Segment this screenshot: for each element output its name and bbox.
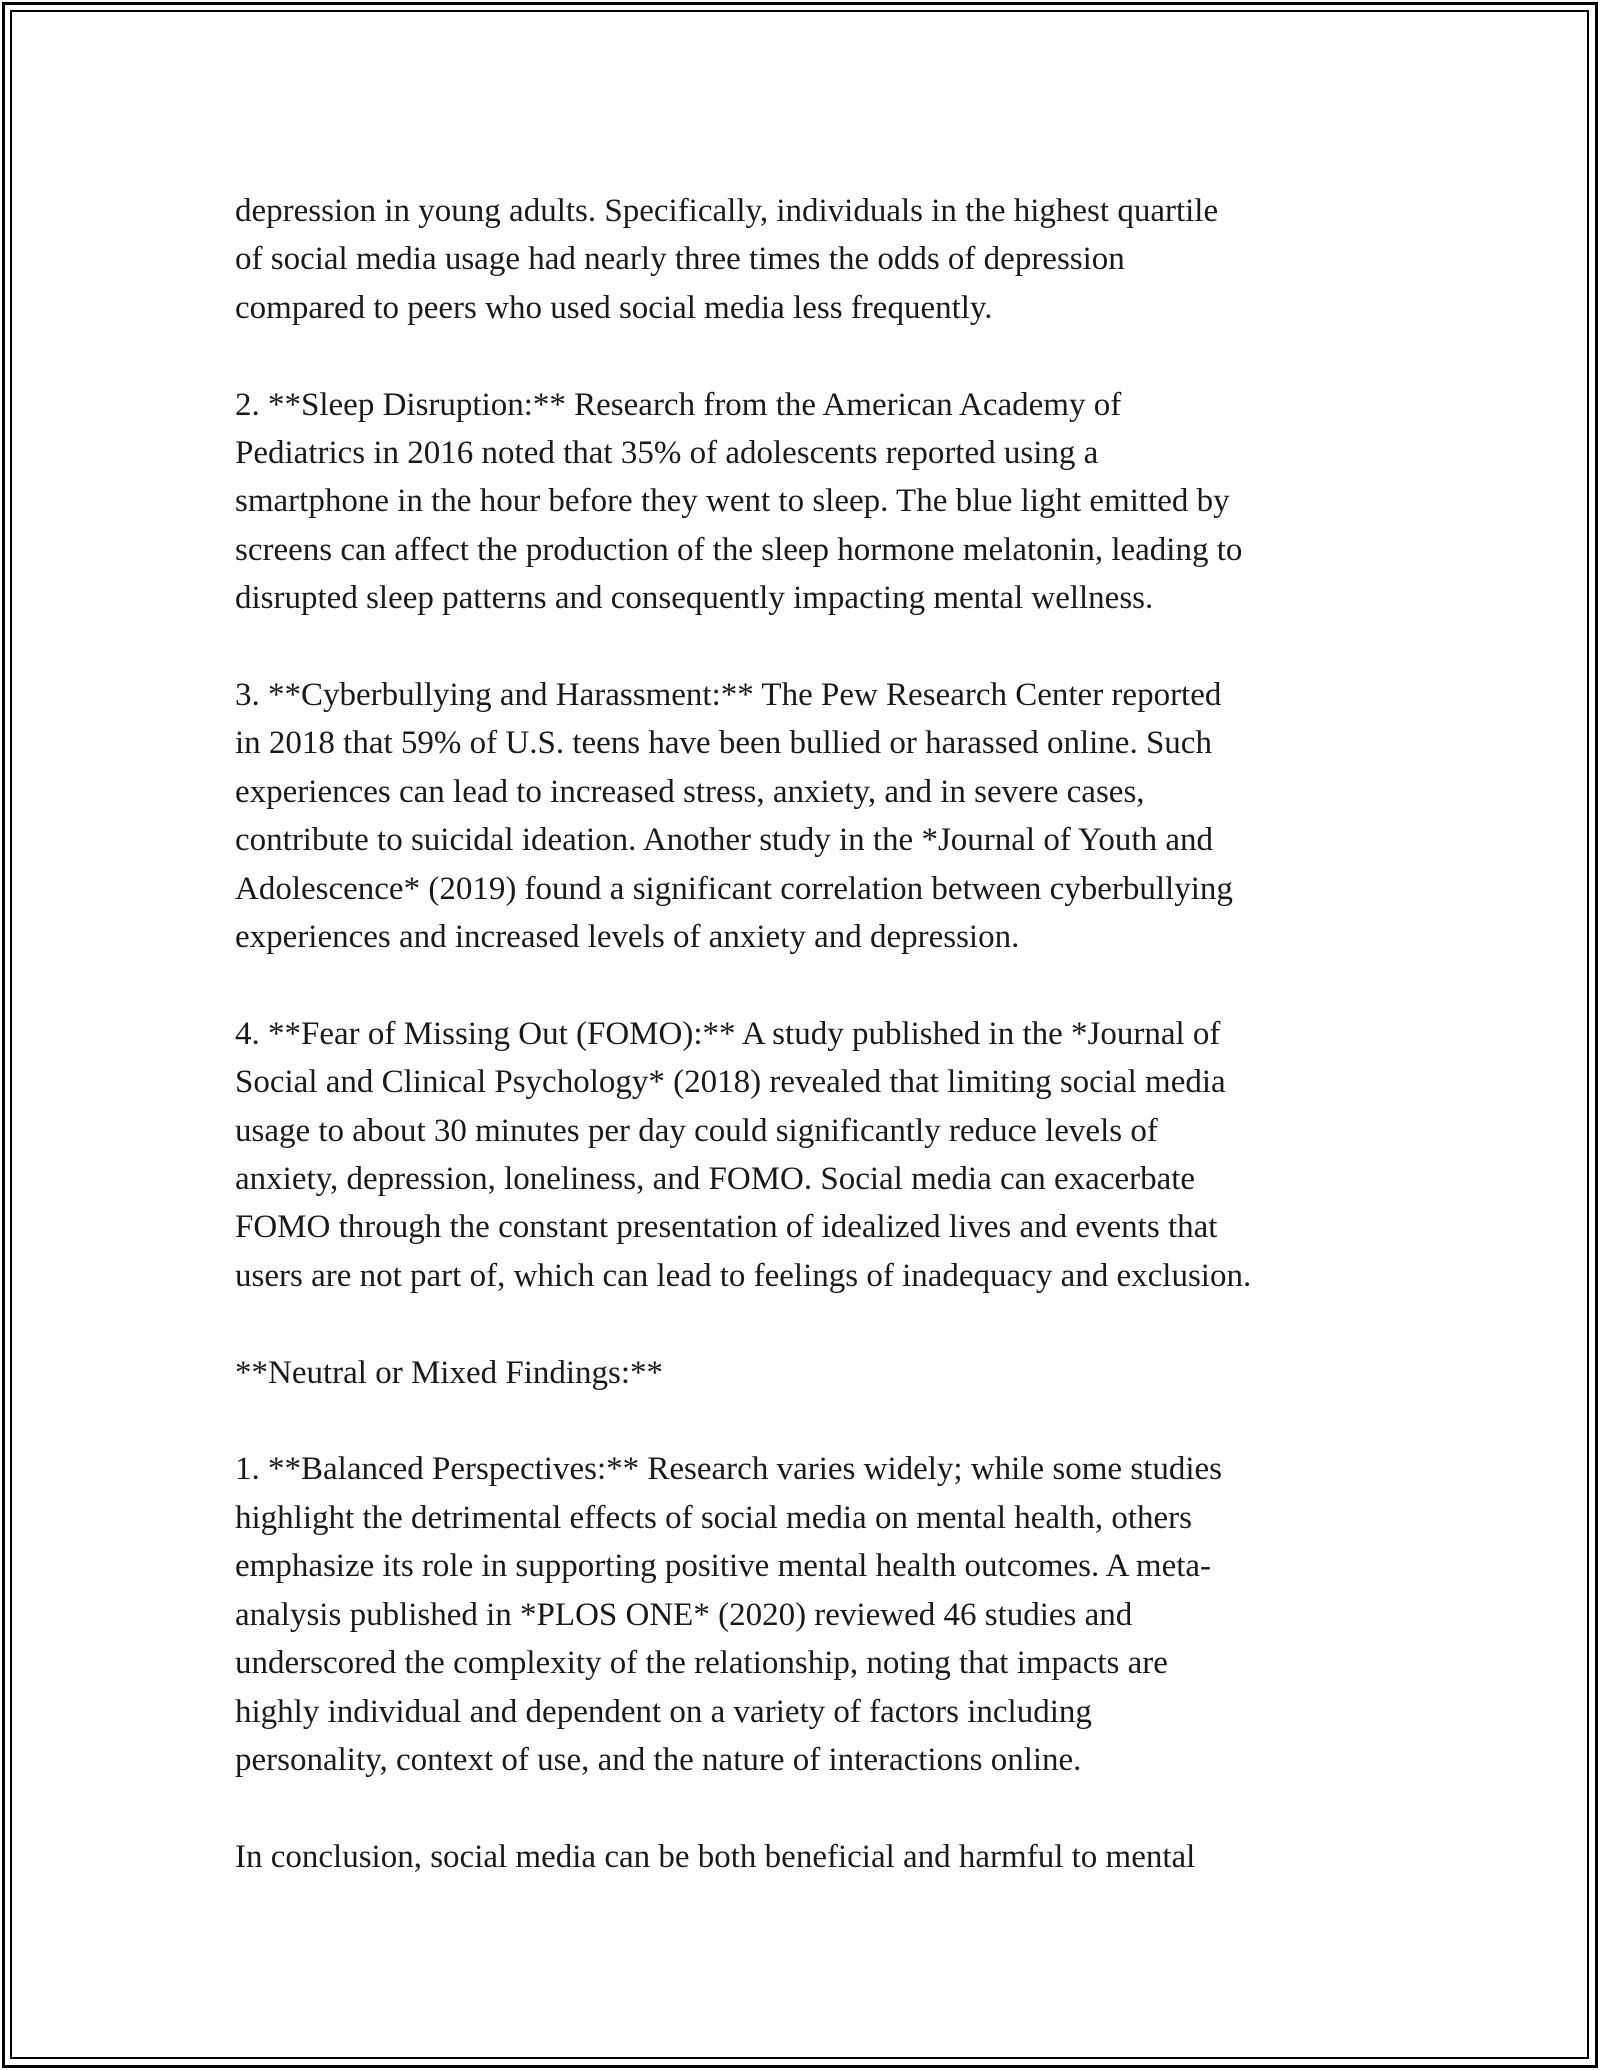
paragraph-conclusion: In conclusion, social media can be both beneficial and harmful to mental [235,1838,1196,1875]
section-heading-neutral-findings: **Neutral or Mixed Findings:** [235,1354,664,1391]
document-body [235,187,1375,1881]
paragraph-depression-continuation: depression in young adults. Specifically, individuals in the highest quartile of social media usage had nearly three times the odds of depression compared to peers who used social media less frequently. [235,193,1219,326]
paragraph-sleep-disruption: 2. **Sleep Disruption:** Research from the American Academy of Pediatrics in 2016 noted that 35% of adolescents reported using a smartphone in the hour before they went to sleep. The blue light emitted by screens can affect the production of the sleep hormone melatonin, leading to disrupted sleep patterns and consequently impacting mental wellness. [235,386,1243,617]
paragraph-fomo: 4. **Fear of Missing Out (FOMO):** A study published in the *Journal of Social and Clinical Psychology* (2018) revealed that limiting social media usage to about 30 minutes per day could significantly reduce levels of anxiety, depression, loneliness, and FOMO. Social media can exacerbate FOMO through the constant presentation of idealized lives and events that users are not part of, which can lead to feelings of inadequacy and exclusion. [235,1015,1252,1294]
paragraph-balanced-perspectives: 1. **Balanced Perspectives:** Research varies widely; while some studies highlight the detrimental effects of social media on mental health, others emphasize its role in supporting positive mental health outcomes. A meta- analysis published in *PLOS ONE* (2020) reviewed 46 studies and underscored the complexity of the relationship, noting that impacts are highly individual and dependent on a variety of factors including personality, context of use, and the nature of interactions online. [235,1451,1222,1778]
paragraph-cyberbullying: 3. **Cyberbullying and Harassment:** The Pew Research Center reported in 2018 that 59% of U.S. teens have been bullied or harassed online. Such experiences can lead to increased stress, anxiety, and in severe cases, contribute to suicidal ideation. Another study in the *Journal of Youth and Adolescence* (2019) found a significant correlation between cyberbullying experiences and increased levels of anxiety and depression. [235,677,1233,956]
